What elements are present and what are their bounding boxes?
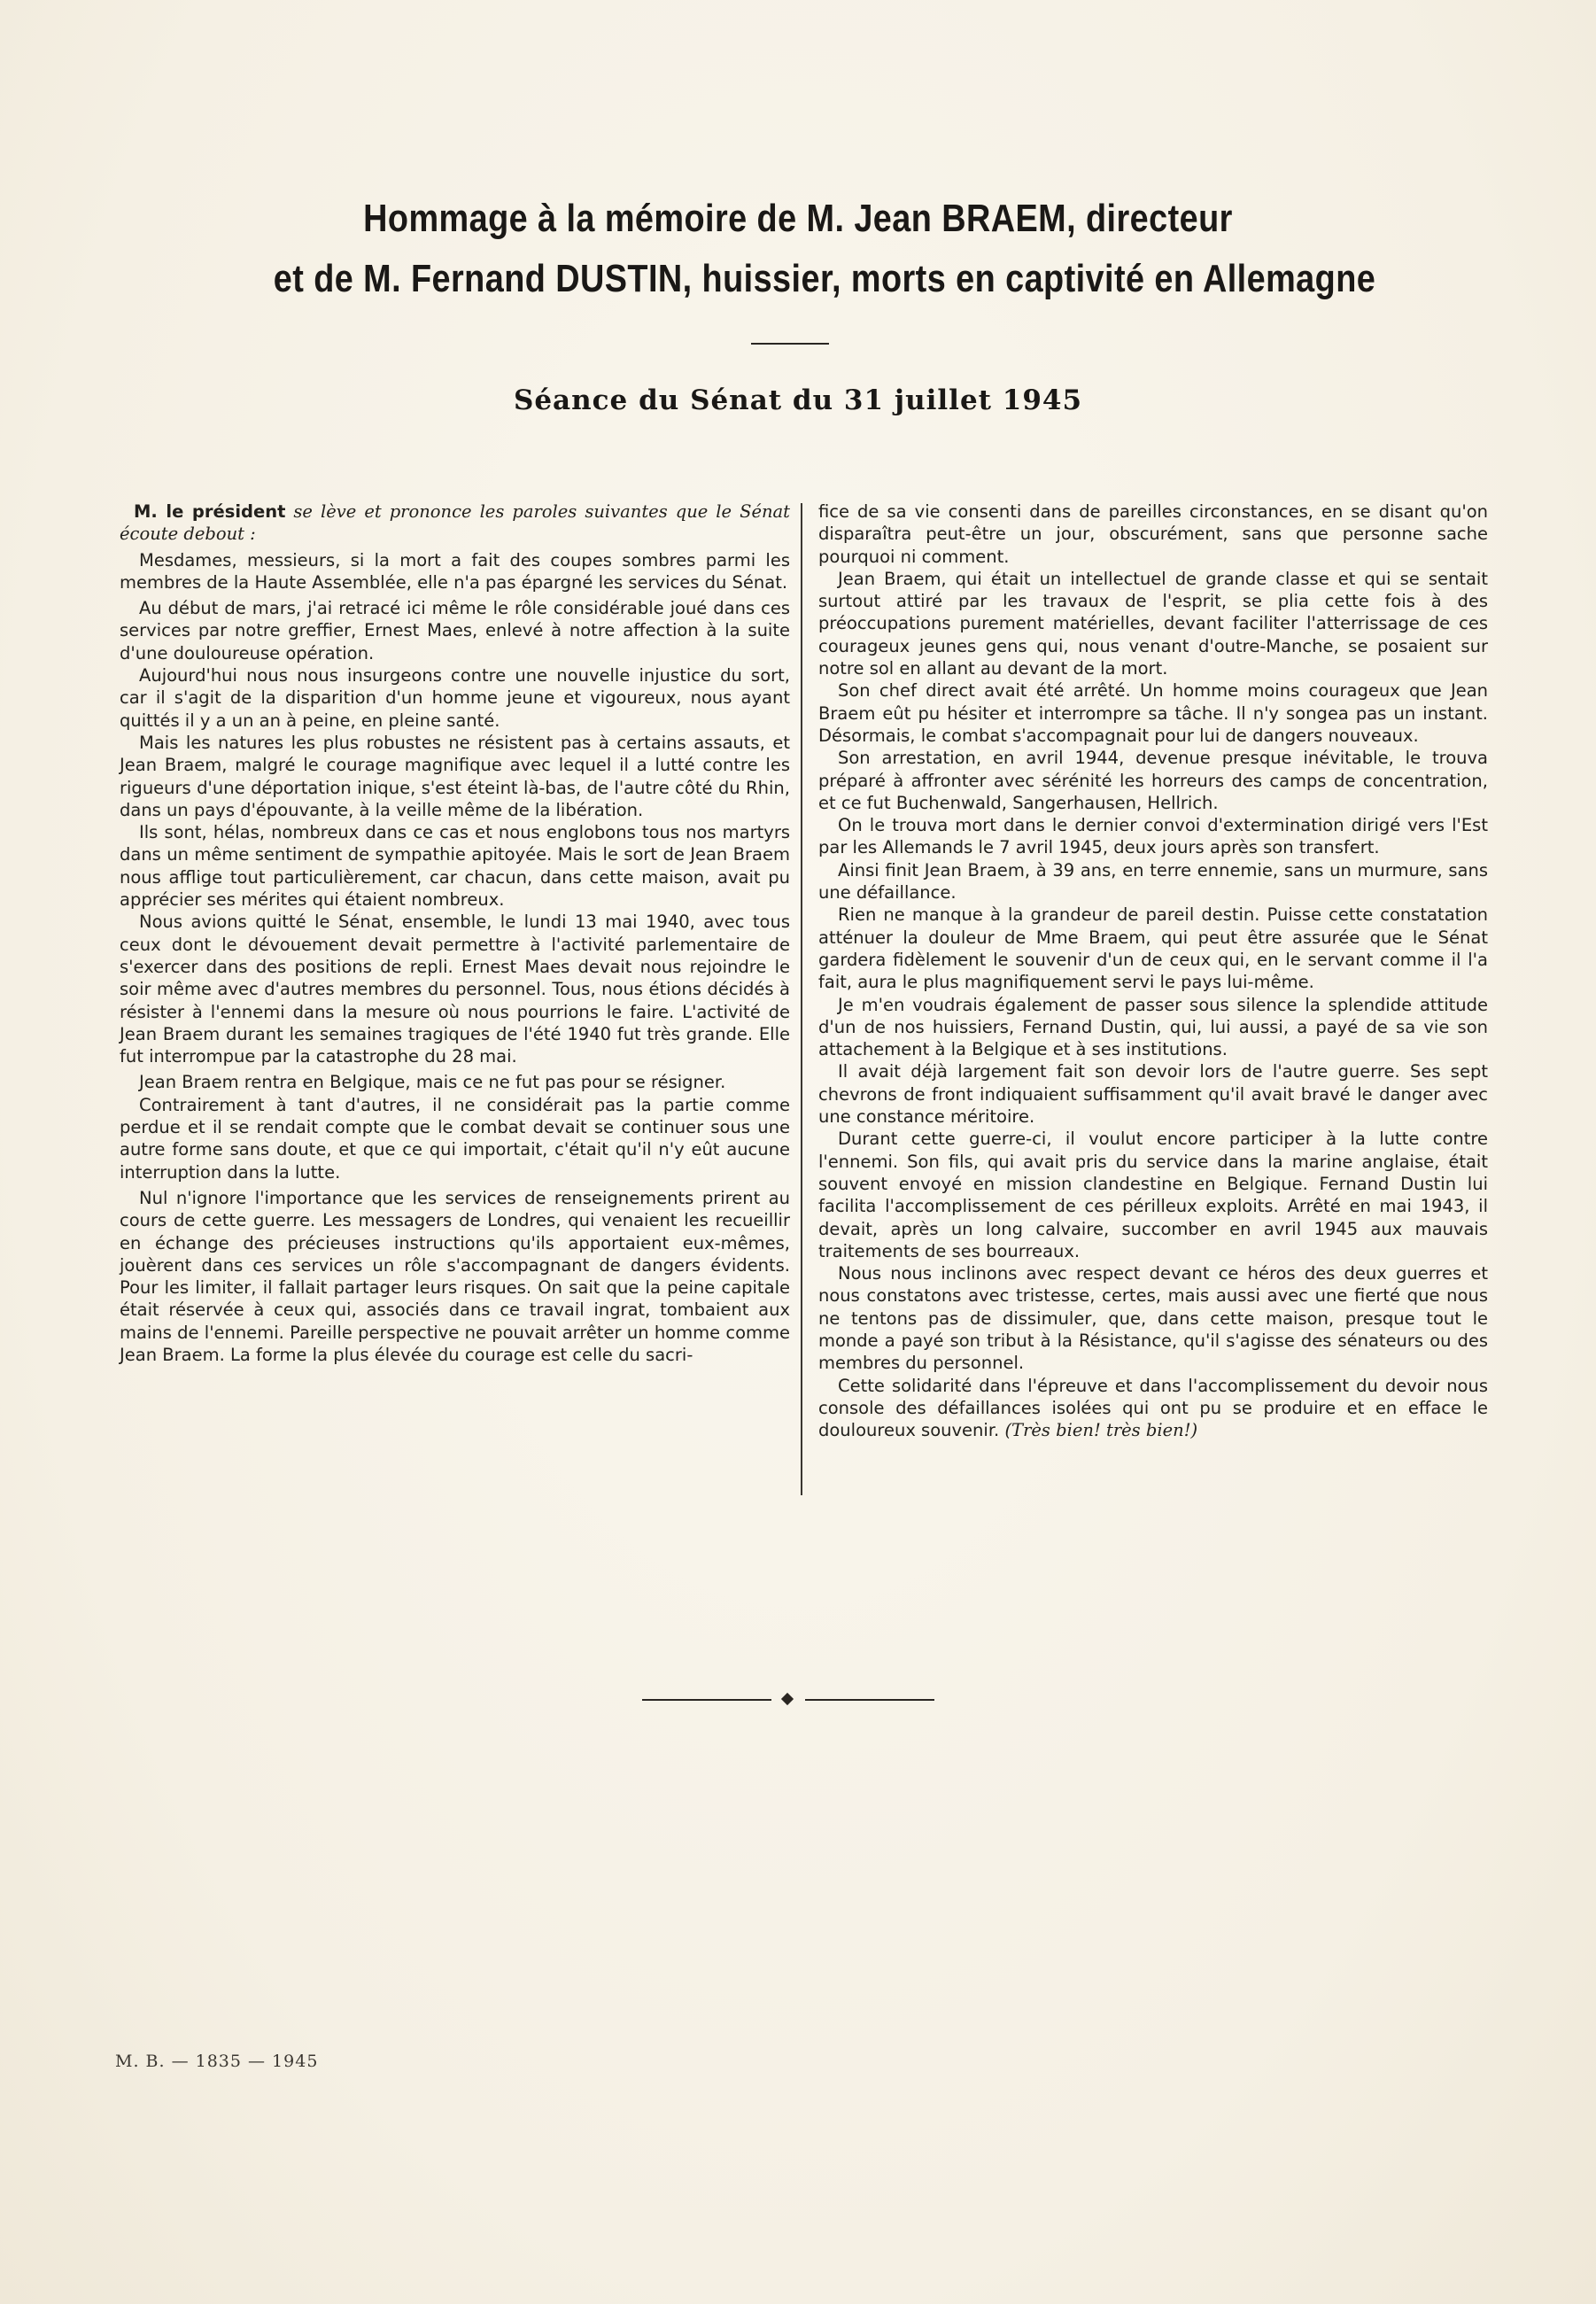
ornament-line-left [642,1699,771,1701]
paragraph: Ainsi finit Jean Braem, à 39 ans, en terre ennemie, sans un murmure, sans une défaillance. [818,859,1488,904]
paragraph: Nul n'ignore l'importance que les services de renseignements prirent au cours de cette guerre. Les messagers de Londres, qui venaient les recueillir en échange des précieuses instructions qu'ils apportaient eux-mêmes, jouèrent dans ces services un rôle s'accompagnant de dangers évidents. Pour les limiter, il fallait partager leurs risques. On sait que la peine capitale était réservée à ceux qui, associés dans ce travail ingrat, tombaient aux mains de l'ennemi. Pareille perspective ne pouvait arrêter un homme comme Jean Braem. La forme la plus élevée du courage est celle du sacri- [120,1187,790,1365]
document-title-line-1: Hommage à la mémoire de M. Jean BRAEM, directeur [363,197,1233,240]
paragraph: Nous nous inclinons avec respect devant ce héros des deux guerres et nous constatons avec tristesse, certes, mais aussi avec une fierté que nous ne tentons pas de dissimuler, que, dans cette maison, presque tout le monde a payé son tribut à la Résistance, qu'il s'agisse des sénateurs ou des membres du personnel. [818,1263,1488,1374]
paragraph: Mesdames, messieurs, si la mort a fait des coupes sombres parmi les membres de la Haute Assemblée, elle n'a pas épargné les services du Sénat. [120,549,790,593]
end-ornament [642,1695,934,1705]
paragraph: Aujourd'hui nous nous insurgeons contre une nouvelle injustice du sort, car il s'agit de la disparition d'un homme jeune et vigoureux, nous ayant quittés il y a un an à peine, en pleine santé. [120,665,790,731]
closing-text: Cette solidarité dans l'épreuve et dans l'accomplissement du devoir nous console des défaillances isolées qui ont pu se produire et en efface le douloureux souvenir. [818,1375,1488,1441]
right-text-column [818,500,1488,1441]
applause-note: (Très bien! très bien!) [1004,1420,1198,1441]
session-subtitle: Séance du Sénat du 31 juillet 1945 [513,384,1083,416]
paragraph: Ils sont, hélas, nombreux dans ce cas et nous englobons tous nos martyrs dans un même sentiment de sympathie apitoyée. Mais le sort de Jean Braem nous afflige tout particulièrement, car chacun, dans cette maison, avait pu apprécier ses mérites qui étaient nombreux. [120,822,790,911]
paragraph: On le trouva mort dans le dernier convoi d'extermination dirigé vers l'Est par les Allemands le 7 avril 1945, deux jours après son transfert. [818,815,1488,858]
paragraph: Nous avions quitté le Sénat, ensemble, le lundi 13 mai 1940, avec tous ceux dont le dévouement devait permettre à l'activité parlementaire de s'exercer dans des positions de repli. Ernest Maes devait nous rejoindre le soir même avec d'autres membres du personnel. Tous, nous étions décidés à résister à l'ennemi dans la mesure où nous pourrions le faire. L'activité de Jean Braem durant les semaines tragiques de l'été 1940 fut très grande. Elle fut interrompue par la catastrophe du 28 mai. [120,912,790,1067]
paragraph: Jean Braem, qui était un intellectuel de grande classe et qui se sentait surtout attiré par les travaux de l'esprit, se plia cette fois à des préoccupations purement matérielles, devant faciliter l'atterrissage de ces courageux jeunes gens qui, nous venant d'outre-Manche, se posaient sur notre sol en allant au devant de la mort. [818,568,1488,679]
paragraph: Contrairement à tant d'autres, il ne considérait pas la partie comme perdue et il se rendait compte que le combat devait se continuer sous une autre forme sans doute, et que ce qui importait, c'était qu'il n'y eût aucune interruption dans la lutte. [120,1094,790,1183]
intro-paragraph [120,500,790,546]
paragraph: Au début de mars, j'ai retracé ici même le rôle considérable joué dans ces services par notre greffier, Ernest Maes, enlevé à notre affection à la suite d'une douloureuse opération. [120,598,790,663]
paragraph: Jean Braem rentra en Belgique, mais ce ne fut pas pour se résigner. [139,1072,726,1093]
paragraph: Mais les natures les plus robustes ne résistent pas à certains assauts, et Jean Braem, malgré le courage magnifique avec lequel il a lutté contre les rigueurs d'une déportation inique, s'est éteint là-bas, de l'autre côté du Rhin, dans un pays d'épouvante, à la veille même de la libération. [120,732,790,820]
ornament-line-right [805,1699,934,1701]
closing-paragraph [818,1375,1488,1442]
footer-publication-note: M. B. — 1835 — 1945 [115,2052,319,2071]
left-text-column [120,500,790,1366]
paragraph: Son arrestation, en avril 1944, devenue presque inévitable, le trouva préparé à affronter avec sérénité les horreurs des camps de concentration, et ce fut Buchenwald, Sangerhausen, Hellrich. [818,748,1488,813]
stage-direction: se lève et prononce les paroles suivantes que le Sénat écoute debout : [120,501,791,545]
paragraph: Son chef direct avait été arrêté. Un homme moins courageux que Jean Braem eût pu hésiter et interrompre sa tâche. Il n'y songea pas un instant. Désormais, le combat s'accompagnait pour lui de dangers nouveaux. [818,680,1488,746]
column-divider [801,503,802,1495]
title-separator-rule [751,343,829,345]
paragraph: Il avait déjà largement fait son devoir lors de l'autre guerre. Ses sept chevrons de front indiquaient suffisamment qu'il avait bravé le danger avec une constance méritoire. [818,1061,1488,1128]
ornament-diamond-icon [781,1693,794,1705]
paragraph: Je m'en voudrais également de passer sous silence la splendide attitude d'un de nos huissiers, Fernand Dustin, qui, lui aussi, a payé de sa vie son attachement à la Belgique et à ses institutions. [818,994,1488,1060]
paragraph: Rien ne manque à la grandeur de pareil destin. Puisse cette constatation atténuer la douleur de Mme Braem, qui peut être assurée que le Sénat gardera fidèlement le souvenir d'un de ceux qui, en le servant comme il l'a fait, aura le plus magnifiquement servi le pays lui-même. [818,904,1488,993]
document-title-line-2: et de M. Fernand DUSTIN, huissier, morts en captivité en Allemagne [273,257,1376,300]
speaker-name: M. le président [134,501,286,522]
continued-paragraph: fice de sa vie consenti dans de pareilles circonstances, en se disant qu'on disparaîtra peut-être un jour, obscurément, sans que personne sache pourquoi ni comment. [818,501,1488,567]
paragraph: Durant cette guerre-ci, il voulut encore participer à la lutte contre l'ennemi. Son fils, qui avait pris du service dans la marine anglaise, était souvent envoyé en mission clandestine en Belgique. Fernand Dustin lui facilita l'accomplissement de ces périlleux exploits. Arrêté en mai 1943, il devait, après un long calvaire, succomber en avril 1945 aux mauvais traitements de ses bourreaux. [818,1129,1488,1261]
